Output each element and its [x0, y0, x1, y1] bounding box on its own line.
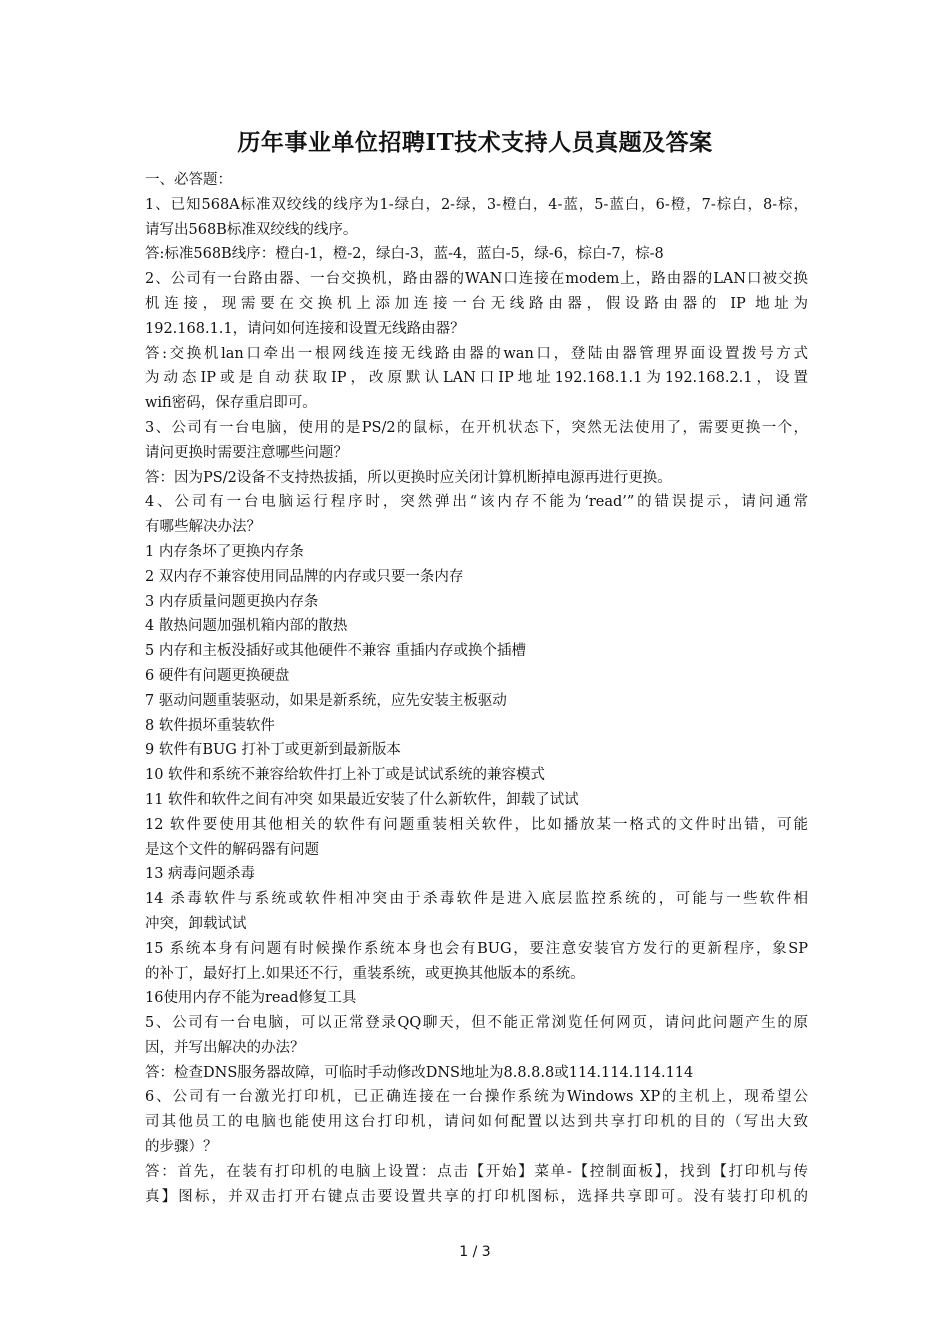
text-line: wifi密码，保存重启即可。 — [145, 395, 317, 412]
page-indicator: 1 / 3 — [459, 1244, 491, 1260]
text-line: 4、公司有一台电脑运行程序时，突然弹出“该内存不能为‘read’”的错误提示，请问通常 — [145, 494, 808, 511]
text-line: 冲突，卸载试试 — [145, 915, 247, 932]
text-line: 3、公司有一台电脑，使用的是PS/2的鼠标，在开机状态下，突然无法使用了，需要更换一个， — [145, 419, 808, 436]
text-line: 答:交换机lan口牵出一根网线连接无线路由器的wan口，登陆由器管理界面设置拨号方式 — [145, 345, 808, 362]
text-line: 答：因为PS/2设备不支持热拔插，所以更换时应关闭计算机断掉电源再进行更换。 — [145, 469, 672, 486]
text-line: 请写出568B标准双绞线的线序。 — [145, 221, 358, 238]
text-line: 的步骤）？ — [145, 1139, 218, 1156]
text-line: 11 软件和软件之间有冲突 如果最近安装了什么新软件，卸载了试试 — [145, 791, 579, 808]
text-line: 8 软件损坏重装软件 — [145, 717, 275, 734]
text-line: 4 散热问题加强机箱内部的散热 — [145, 618, 348, 635]
text-line: 答：首先，在装有打印机的电脑上设置：点击【开始】菜单-【控制面板】，找到【打印机与传 — [145, 1163, 808, 1180]
document-body — [145, 168, 808, 1209]
text-line: 司其他员工的电脑也能使用这台打印机，请问如何配置以达到共享打印机的目的（写出大致 — [145, 1114, 808, 1131]
text-line: 为动态IP或是自动获取IP，改原默认LAN口IP地址192.168.1.1为192.168.2.1，设置 — [145, 370, 808, 387]
text-line: 有哪些解决办法？ — [145, 519, 261, 536]
text-line: 机连接，现需要在交换机上添加连接一台无线路由器，假设路由器的 IP 地址为 — [145, 295, 808, 312]
text-line: 因，并写出解决的办法？ — [145, 1039, 305, 1056]
text-line: 13 病毒问题杀毒 — [145, 866, 256, 883]
text-line: 14 杀毒软件与系统或软件相冲突由于杀毒软件是进入底层监控系统的，可能与一些软件相 — [145, 891, 808, 908]
text-line: 真】图标，并双击打开右键点击要设置共享的打印机图标，选择共享即可。没有装打印机的 — [145, 1188, 808, 1205]
text-line: 7 驱动问题重装驱动，如果是新系统，应先安装主板驱动 — [145, 692, 507, 709]
text-line: 15 系统本身有问题有时候操作系统本身也会有BUG，要注意安装官方发行的更新程序，象SP — [145, 940, 808, 957]
text-line: 12 软件要使用其他相关的软件有问题重装相关软件，比如播放某一格式的文件时出错，可能 — [145, 816, 808, 833]
text-line: 1、已知568A标准双绞线的线序为1-绿白，2-绿，3-橙白，4-蓝，5-蓝白，6-橙，7-棕白，8-棕， — [145, 196, 808, 213]
text-line: 16使用内存不能为read修复工具 — [145, 990, 357, 1007]
text-line: 192.168.1.1，请问如何连接和设置无线路由器？ — [145, 320, 465, 337]
text-line: 的补丁，最好打上.如果还不行，重装系统，或更换其他版本的系统。 — [145, 965, 585, 982]
text-line: 2 双内存不兼容使用同品牌的内存或只要一条内存 — [145, 568, 464, 585]
text-line: 答：检查DNS服务器故障，可临时手动修改DNS地址为8.8.8.8或114.114.114.114 — [145, 1064, 694, 1081]
text-line: 是这个文件的解码器有问题 — [145, 841, 319, 858]
text-line: 9 软件有BUG 打补丁或更新到最新版本 — [145, 742, 401, 759]
document-title: 历年事业单位招聘IT技术支持人员真题及答案 — [237, 129, 713, 156]
text-line: 5 内存和主板没插好或其他硬件不兼容 重插内存或换个插槽 — [145, 643, 526, 660]
text-line: 10 软件和系统不兼容给软件打上补丁或是试试系统的兼容模式 — [145, 767, 546, 784]
text-line: 5、公司有一台电脑，可以正常登录QQ聊天，但不能正常浏览任何网页，请问此问题产生的原 — [145, 1015, 808, 1032]
text-line: 1 内存条坏了更换内存条 — [145, 543, 304, 560]
text-line: 一、必答题： — [145, 172, 232, 188]
text-line: 6、公司有一台激光打印机，已正确连接在一台操作系统为Windows XP的主机上，现希望公 — [145, 1089, 808, 1106]
text-line: 答:标准568B线序：橙白-1，橙-2，绿白-3，蓝-4，蓝白-5，绿-6，棕白-7，棕-8 — [145, 246, 664, 263]
text-line: 2、公司有一台路由器、一台交换机，路由器的WAN口连接在modem上，路由器的LAN口被交换 — [145, 271, 808, 288]
text-line: 3 内存质量问题更换内存条 — [145, 593, 319, 610]
text-line: 请问更换时需要注意哪些问题？ — [145, 444, 348, 461]
text-line: 6 硬件有问题更换硬盘 — [145, 667, 290, 684]
